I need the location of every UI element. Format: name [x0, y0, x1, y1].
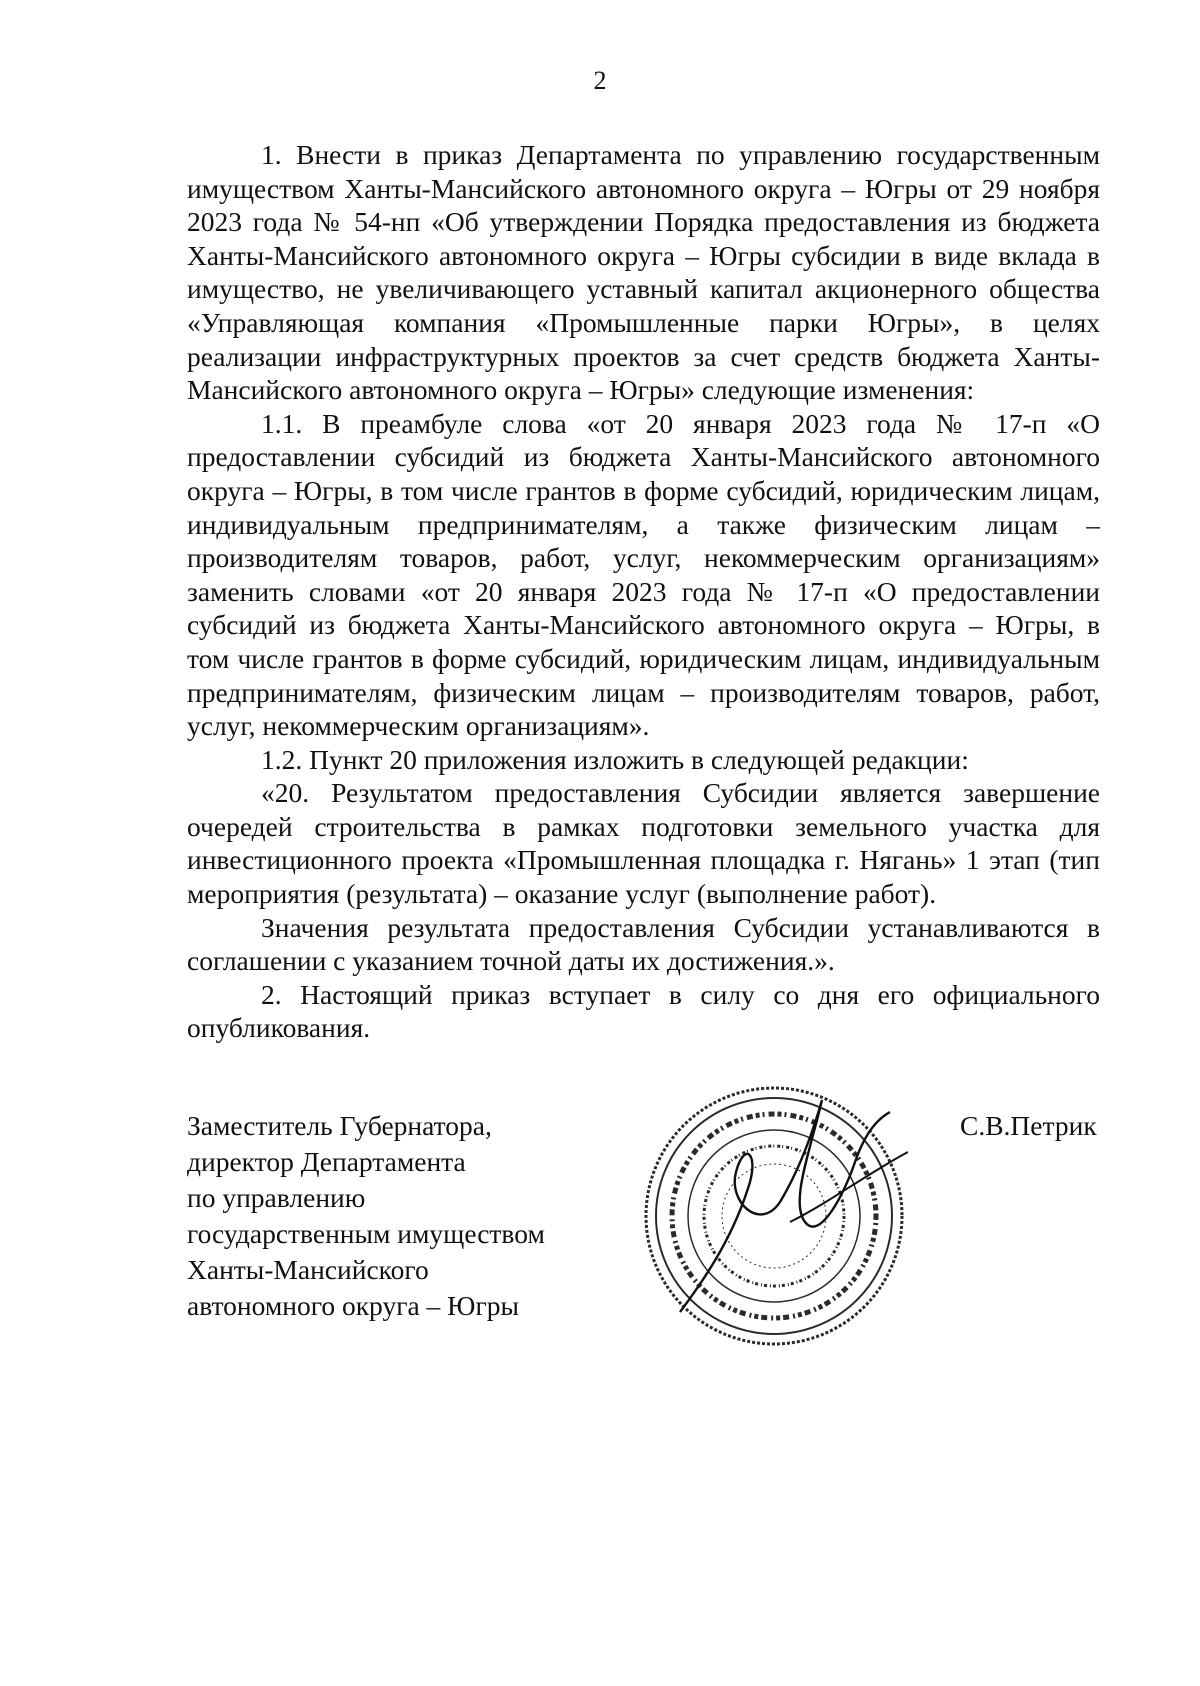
- signatory-title-line: государственным имуществом: [187, 1218, 545, 1249]
- signatory-title-line: Заместитель Губернатора,: [187, 1110, 492, 1141]
- seal-inner-text-marks: [704, 1146, 844, 1286]
- paragraph-item-1: 1. Внести в приказ Департамента по управлению государственным имуществом Ханты-Мансийского автономного округа – Югры от 29 ноября 2023 года № 54-нп «Об утверждении Порядка предоставления из бюджета Ханты-Мансийского автономного округа – Югры субсидии в виде вклада в имущество, не увеличивающего уставный капитал акционерного общества «Управляющая компания «Промышленные парки Югры», в целях реализации инфраструктурных проектов за счет средств бюджета Ханты-Мансийского автономного округа – Югры» следующие изменения:: [187, 139, 1100, 406]
- signatory-title-line: Ханты-Мансийского: [187, 1254, 429, 1285]
- paragraph-item-1-2: 1.2. Пункт 20 приложения изложить в следующей редакции:: [261, 743, 969, 775]
- signature-tail-icon: [790, 1152, 908, 1222]
- signatory-title-line: по управлению: [187, 1182, 366, 1213]
- paragraph-result-values: Значения результата предоставления Субсидии устанавливаются в соглашении с указанием точной даты их достижения.».: [187, 911, 1100, 977]
- signatory-title: [187, 1108, 545, 1324]
- handwritten-signature-icon: [680, 1100, 890, 1312]
- official-seal-stamp: [640, 1082, 908, 1350]
- page-number: 2: [593, 66, 607, 95]
- signatory-name: С.В.Петрик: [960, 1110, 1097, 1141]
- order-body: [187, 138, 1100, 1045]
- seal-inner-ring: [688, 1130, 860, 1302]
- signatory-title-line: директор Департамента: [187, 1146, 466, 1177]
- seal-ring: [656, 1098, 892, 1334]
- signatory-title-line: автономного округа – Югры: [187, 1290, 519, 1321]
- paragraph-item-2: 2. Настоящий приказ вступает в силу со дня его официального опубликования.: [187, 978, 1100, 1044]
- paragraph-item-1-1: 1.1. В преамбуле слова «от 20 января 2023 года № 17-п «О предоставлении субсидий из бюджета Ханты-Мансийского автономного округа – Югры, в том числе грантов в форме субсидий, юридическим лицам, индивидуальным предпринимателям, а также физическим лицам – производителям товаров, работ, услуг, некоммерческим организациям» заменить словами «от 20 января 2023 года № 17-п «О предоставлении субсидий из бюджета Ханты-Мансийского автономного округа – Югры, в том числе грантов в форме субсидий, юридическим лицам, индивидуальным предпринимателям, физическим лицам – производителям товаров, работ, услуг, некоммерческим организациям».: [187, 407, 1100, 742]
- paragraph-point-20: «20. Результатом предоставления Субсидии является завершение очередей строительства в рамках подготовки земельного участка для инвестиционного проекта «Промышленная площадка г. Нягань» 1 этап (тип мероприятия (результата) – оказание услуг (выполнение работ).: [187, 777, 1100, 910]
